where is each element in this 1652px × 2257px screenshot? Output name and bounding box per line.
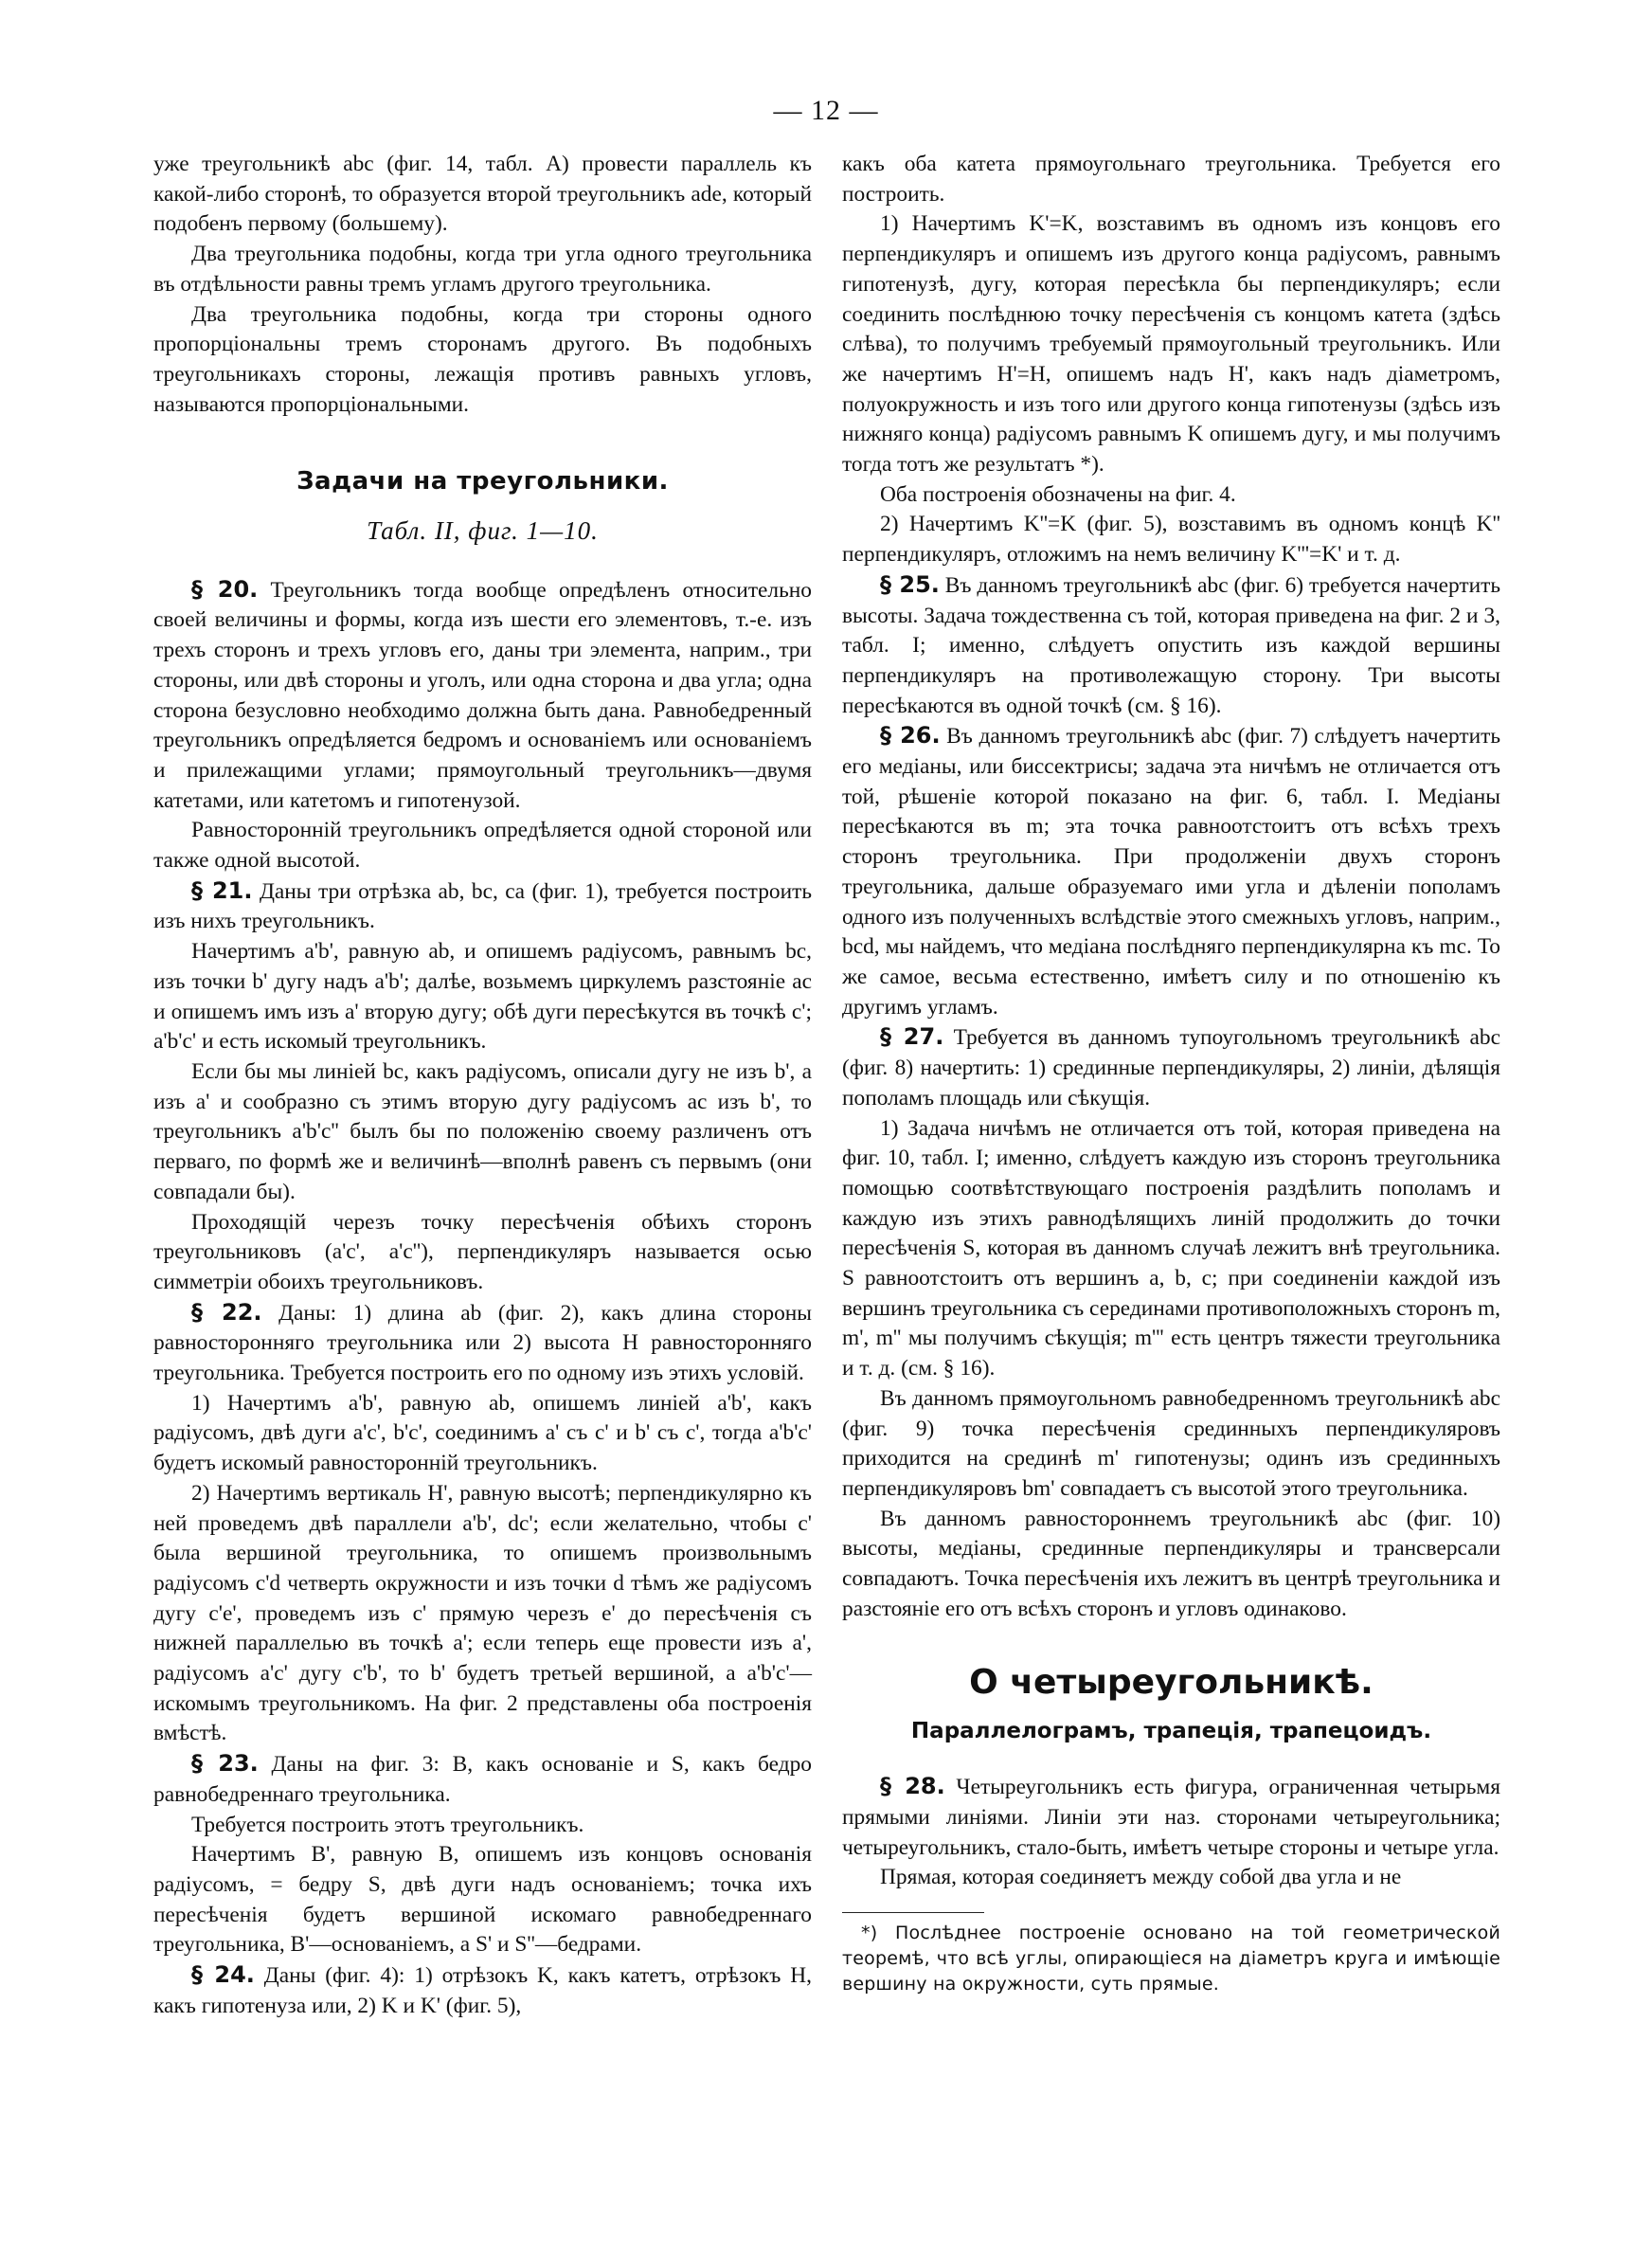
section-24 bbox=[153, 1960, 812, 2021]
paragraph: 2) Начертимъ вертикаль H', равную высотѣ; перпендикулярно къ ней проведемъ двѣ параллели a'b', dc'; если желательно, чтобы c' была вершиной треугольника, то опишемъ произвольнымъ радіусомъ c'd четверть окружности и изъ точки d тѣмъ же радіусомъ дугу c'e', проведемъ изъ c' прямую черезъ e' до пересѣченія съ нижней параллелью въ точкѣ a'; если теперь еще провести изъ a', радіусомъ a'c' дугу c'b', то b' будетъ третьей вершиной, а a'b'c'—искомымъ треугольникомъ. На фиг. 2 представлены оба построенія вмѣстѣ. bbox=[153, 1480, 812, 1746]
section-23 bbox=[153, 1749, 812, 1810]
section-27 bbox=[842, 1022, 1500, 1113]
paragraph: Въ данномъ прямоугольномъ равнобедренномъ треугольникѣ abc (фиг. 9) точка пересѣченія срединныхъ перпендикуляровъ приходится на срединѣ m' гипотенузы; одинъ изъ срединныхъ перпендикуляровъ bm' совпадаетъ съ высотой этого треугольника. bbox=[842, 1385, 1500, 1501]
paragraph: уже треугольникѣ abc (фиг. 14, табл. А) провести параллель къ какой-либо сторонѣ, то образуется второй треугольникъ ade, который подобенъ первому (большему). bbox=[153, 152, 812, 237]
footnote: *) Послѣднее построеніе основано на той геометрической теоремѣ, что всѣ углы, опирающіеся на діаметръ круга и имѣющіе вершину на окружности, суть прямые. bbox=[842, 1922, 1500, 1995]
section-22 bbox=[153, 1298, 812, 1389]
right-column bbox=[842, 150, 1500, 1997]
section-mark: § 20. bbox=[191, 575, 259, 603]
section-text: Даны три отрѣзка ab, bc, ca (фиг. 1), требуется построить изъ нихъ треугольникъ. bbox=[153, 878, 812, 934]
section-text: Даны на фиг. 3: B, какъ основаніе и S, какъ бедро равнобедреннаго треугольника. bbox=[153, 1752, 812, 1807]
section-text: Требуется въ данномъ тупоугольномъ треугольникѣ abc (фиг. 8) начертить: 1) срединные перпендикуляры, 2) линіи, дѣлящія пополамъ площадь или сѣкущія. bbox=[842, 1025, 1501, 1110]
subsection-heading: Параллелограмъ, трапеція, трапецоидъ. bbox=[910, 1719, 1432, 1744]
section-mark: § 21. bbox=[191, 876, 253, 904]
paragraph: Два треугольника подобны, когда три угла одного треугольника въ отдѣльности равны тремъ угламъ другого треугольника. bbox=[153, 242, 812, 297]
section-mark: § 27. bbox=[880, 1023, 944, 1051]
paragraph: Равносторонній треугольникъ опредѣляется одной стороной или также одной высотой. bbox=[153, 818, 812, 874]
section-21 bbox=[153, 876, 812, 937]
section-text: Въ данномъ треугольникѣ abc (фиг. 7) слѣдуетъ начертить его медіаны, или биссектрисы; задача эта ничѣмъ не отличается отъ той, рѣшеніе которой показано на фиг. 6, табл. I. Медіаны пересѣкаются въ m; эта точка равноотстоитъ отъ всѣхъ трехъ сторонъ треугольника. При продолженіи двухъ сторонъ треугольника, дальше образуемаго ими угла и дѣленіи пополамъ одного изъ полученныхъ вслѣдствіе этого смежныхъ угловъ, наприм., bcd, мы найдемъ, что медіана послѣдняго перпендикулярна къ mc. То же самое, весьма естественно, имѣетъ силу и по отношенію къ другимъ угламъ. bbox=[842, 724, 1500, 1020]
section-text: Четыреугольникъ есть фигура, ограниченная четырьмя прямыми линіями. Линіи эти наз. сторонами четыреугольника; четыреугольникъ, стало-быть, имѣетъ четыре стороны и четыре угла. bbox=[842, 1775, 1500, 1860]
paragraph: Оба построенія обозначены на фиг. 4. bbox=[880, 481, 1236, 507]
section-mark: § 25. bbox=[880, 570, 940, 598]
paragraph: Если бы мы линіей bc, какъ радіусомъ, описали дугу не изъ b', а изъ a' и сообразно съ этимъ вторую дугу радіусомъ ac изъ b', то треугольникъ a'b'c'' былъ бы по положенію своему различенъ отъ перваго, по формѣ же и величинѣ—вполнѣ равенъ съ первымъ (они совпадали бы). bbox=[153, 1058, 812, 1204]
paragraph: Два треугольника подобны, когда три стороны одного пропорціональны тремъ сторонамъ другого. Въ подобныхъ треугольникахъ стороны, лежащія противъ равныхъ угловъ, называются пропорціональными. bbox=[153, 301, 812, 417]
section-heading: Задачи на треугольники. bbox=[296, 467, 669, 497]
paragraph: Требуется построить этотъ треугольникъ. bbox=[191, 1812, 584, 1837]
paragraph: Прямая, которая соединяетъ между собой два угла и не bbox=[880, 1865, 1402, 1890]
footnote-divider bbox=[842, 1912, 984, 1913]
paragraph: 1) Начертимъ K'=K, возставимъ въ одномъ изъ концовъ его перпендикуляръ и опишемъ изъ другого конца радіусомъ, равнымъ гипотенузѣ, дугу, которая пересѣкла бы перпендикуляръ; если соединить послѣднюю точку пересѣченія съ концомъ катета (здѣсь слѣва), то получимъ требуемый прямоугольный треугольникъ. Или же начертимъ H'=H, опишемъ надъ H', какъ надъ діаметромъ, полуокружность и изъ того или другого конца гипотенузы (здѣсь изъ нижняго конца) радіусомъ равнымъ K опишемъ дугу, и мы получимъ тогда тотъ же результатъ *). bbox=[842, 211, 1500, 478]
section-text: Даны (фиг. 4): 1) отрѣзокъ K, какъ катетъ, отрѣзокъ H, какъ гипотенуза или, 2) K и K' (фиг. 5), bbox=[153, 1963, 812, 2018]
section-text: Даны: 1) длина ab (фиг. 2), какъ длина стороны равносторонняго треугольника или 2) высота H равносторонняго треугольника. Требуется построить его по одному изъ этихъ условій. bbox=[153, 1300, 812, 1386]
section-26 bbox=[842, 721, 1500, 1022]
paragraph: Начертимъ B', равную B, опишемъ изъ концовъ основанія радіусомъ, = бедру S, двѣ дуги надъ основаніемъ; точка ихъ пересѣченія будетъ вершиной искомаго равнобедреннаго треугольника, B'—основаніемъ, а S' и S''—бедрами. bbox=[153, 1842, 812, 1958]
paragraph: 2) Начертимъ K''=K (фиг. 5), возставимъ въ одномъ концѣ K'' перпендикуляръ, отложимъ на немъ величину K'''=K' и т. д. bbox=[842, 512, 1500, 568]
section-text: Въ данномъ треугольникѣ abc (фиг. 6) требуется начертить высоты. Задача тождественна съ той, которая приведена на фиг. 2 и 3, табл. I; именно, слѣдуетъ опустить изъ каждой вершины перпендикуляръ на противолежащую сторону. Три высоты пересѣкаются въ одной точкѣ (см. § 16). bbox=[842, 572, 1500, 718]
paragraph: Проходящій черезъ точку пересѣченія обѣихъ сторонъ треугольниковъ (a'c', a'c''), перпендикуляръ называется осью симметріи обоихъ треугольниковъ. bbox=[153, 1209, 812, 1294]
paragraph: Начертимъ a'b', равную ab, и опишемъ радіусомъ, равнымъ bc, изъ точки b' дугу надъ a'b'; далѣе, возьмемъ циркулемъ разстояніе ac и опишемъ имъ изъ a' вторую дугу; обѣ дуги пересѣкутся въ точкѣ c'; a'b'c' и есть искомый треугольникъ. bbox=[153, 939, 812, 1055]
left-column bbox=[153, 150, 812, 2021]
section-mark: § 24. bbox=[191, 1961, 255, 1989]
paragraph: 1) Задача ничѣмъ не отличается отъ той, которая приведена на фиг. 10, табл. I; именно, слѣдуетъ каждую изъ сторонъ треугольника помощью соотвѣтствующаго построенія раздѣлить пополамъ и каждую изъ этихъ равнодѣлящихъ линій продолжить до точки пересѣченія S, которая въ данномъ случаѣ лежитъ внѣ треугольника. S равноотстоитъ отъ вершинъ a, b, c; при соединеніи каждой изъ вершинъ треугольника съ серединами противоположныхъ сторонъ m, m', m'' мы получимъ сѣкущія; m''' есть центръ тяжести треугольника и т. д. (см. § 16). bbox=[842, 1115, 1500, 1381]
section-mark: § 26. bbox=[880, 722, 941, 749]
section-text: Треугольникъ тогда вообще опредѣленъ относительно своей величины и формы, когда изъ шести его элементовъ, т.-е. изъ трехъ сторонъ и трехъ угловъ его, даны три элемента, наприм., три стороны, или двѣ стороны и уголъ, или одна сторона и два угла; одна сторона безусловно необходимо должна быть дана. Равнобедренный треугольникъ опредѣляется бедромъ и основаніемъ или основаніемъ и прилежащими углами; прямоугольный треугольникъ—двумя катетами, или катетомъ и гипотенузой. bbox=[153, 577, 812, 813]
section-mark: § 23. bbox=[191, 1750, 259, 1778]
chapter-heading: О четыреугольникѣ. bbox=[969, 1663, 1374, 1703]
table-reference: Табл. II, фиг. 1—10. bbox=[367, 516, 599, 546]
section-28 bbox=[842, 1772, 1500, 1863]
page-number: — 12 — bbox=[773, 95, 879, 126]
section-20 bbox=[153, 575, 812, 817]
paragraph: Въ данномъ равностороннемъ треугольникѣ abc (фиг. 10) высоты, медіаны, срединные перпендикуляры и трансверсали совпадаютъ. Точка пересѣченія ихъ лежитъ въ центрѣ треугольника и разстояніе его отъ всѣхъ сторонъ и угловъ одинаково. bbox=[842, 1506, 1500, 1621]
section-25 bbox=[842, 570, 1500, 722]
paragraph: какъ оба катета прямоугольнаго треугольника. Требуется его построить. bbox=[842, 152, 1500, 207]
section-mark: § 28. bbox=[880, 1773, 945, 1800]
section-mark: § 22. bbox=[191, 1298, 262, 1326]
paragraph: 1) Начертимъ a'b', равную ab, опишемъ линіей a'b', какъ радіусомъ, двѣ дуги a'c', b'c', соединимъ a' съ c' и b' съ c', тогда a'b'c' будетъ искомый равносторонній треугольникъ. bbox=[153, 1390, 812, 1476]
